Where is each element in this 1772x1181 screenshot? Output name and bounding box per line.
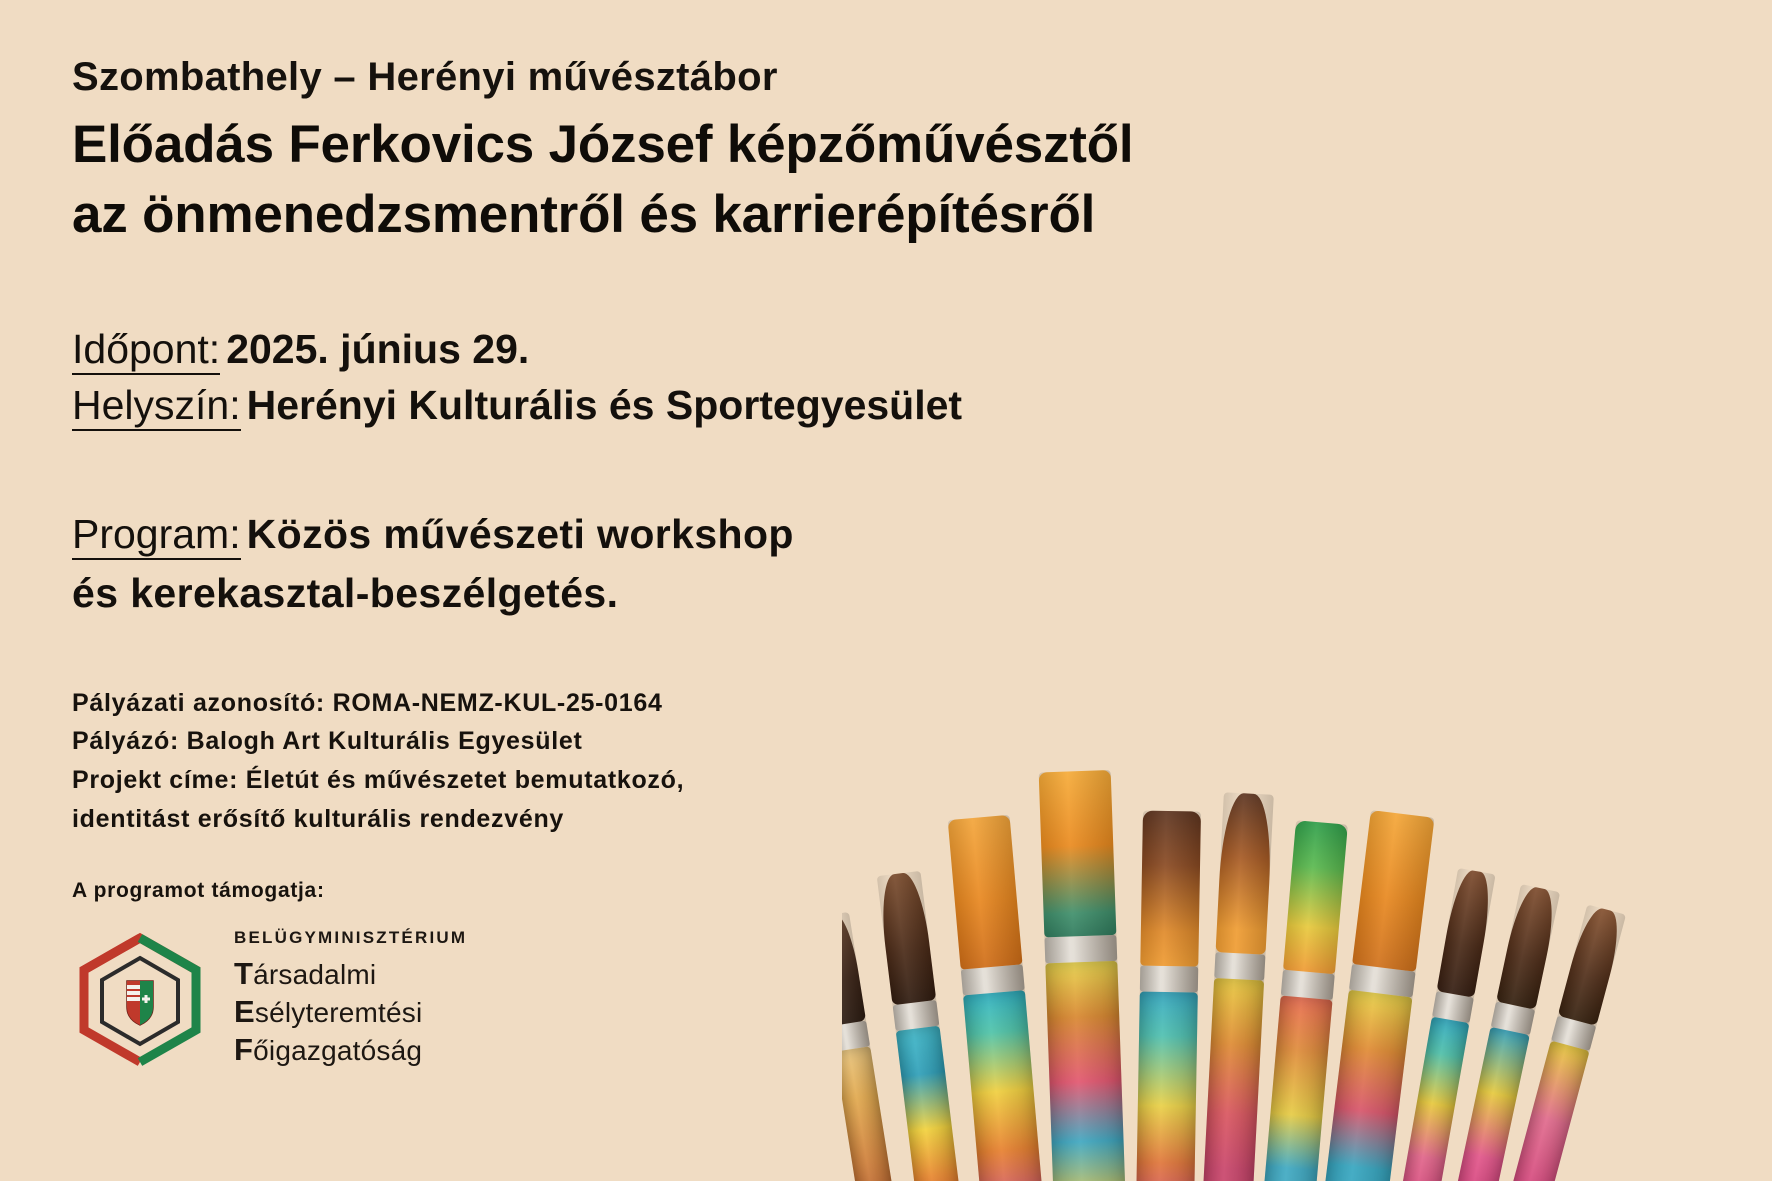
date-label: Időpont:: [72, 326, 220, 375]
logo-word-1: [234, 955, 467, 991]
logo-word-2-cap: E: [234, 993, 255, 1029]
paint-brushes-photo: [842, 721, 1772, 1181]
brush-6: [1202, 792, 1274, 1181]
meta-line-applicant: Pályázó: Balogh Art Kulturális Egyesület: [72, 727, 583, 756]
meta-line-project-title-1: Projekt címe: Életút és művészetet bemutatkozó,: [72, 766, 685, 795]
fact-row-date: [72, 321, 1652, 377]
program-label: Program:: [72, 511, 241, 560]
venue-value: Herényi Kulturális és Sportegyesület: [246, 382, 963, 429]
program-block: [72, 505, 1652, 621]
brush-5: [1136, 811, 1201, 1181]
fact-row-venue: [72, 377, 1652, 433]
headline-line-2: az önmenedzsmentről és karrierépítésről: [72, 185, 1096, 245]
logo-word-1-cap: T: [234, 955, 254, 991]
ministry-name: BELÜGYMINISZTÉRIUM: [234, 927, 468, 947]
logo-word-3-cap: F: [234, 1031, 254, 1067]
logo-word-2: [234, 993, 467, 1029]
program-row-second: [72, 564, 1652, 622]
brush-3: [948, 815, 1044, 1181]
meta-line-grant-id: Pályázati azonosító: ROMA-NEMZ-KUL-25-0164: [72, 688, 663, 717]
meta-line-project-title-2: identitást erősítő kulturális rendezvény: [72, 804, 565, 833]
page-title: [72, 110, 1652, 251]
event-facts: [72, 321, 1652, 433]
program-value-line-2: és kerekasztal-beszélgetés.: [72, 569, 619, 616]
logo-word-3: [234, 1031, 467, 1067]
logo-word-3-rest: őigazgatóság: [253, 1034, 423, 1066]
support-label: A programot támogatja:: [72, 878, 325, 902]
brush-2: [877, 871, 962, 1181]
hungarian-coat-of-arms-hexagon-logo: [72, 932, 208, 1068]
logo-word-1-rest: ársadalmi: [253, 958, 377, 990]
date-value: 2025. június 29.: [226, 325, 530, 372]
logo-word-2-rest: sélyteremtési: [254, 996, 423, 1028]
camp-title: Szombathely – Herényi művésztábor: [72, 55, 778, 99]
headline-line-1: Előadás Ferkovics József képzőművésztől: [72, 115, 1134, 174]
venue-label: Helyszín:: [72, 382, 241, 431]
brush-4: [1039, 770, 1126, 1181]
program-value-line-1: Közös művészeti workshop: [246, 511, 794, 558]
program-row-first: [72, 505, 1652, 563]
sponsor-logo-text: [234, 929, 467, 1072]
